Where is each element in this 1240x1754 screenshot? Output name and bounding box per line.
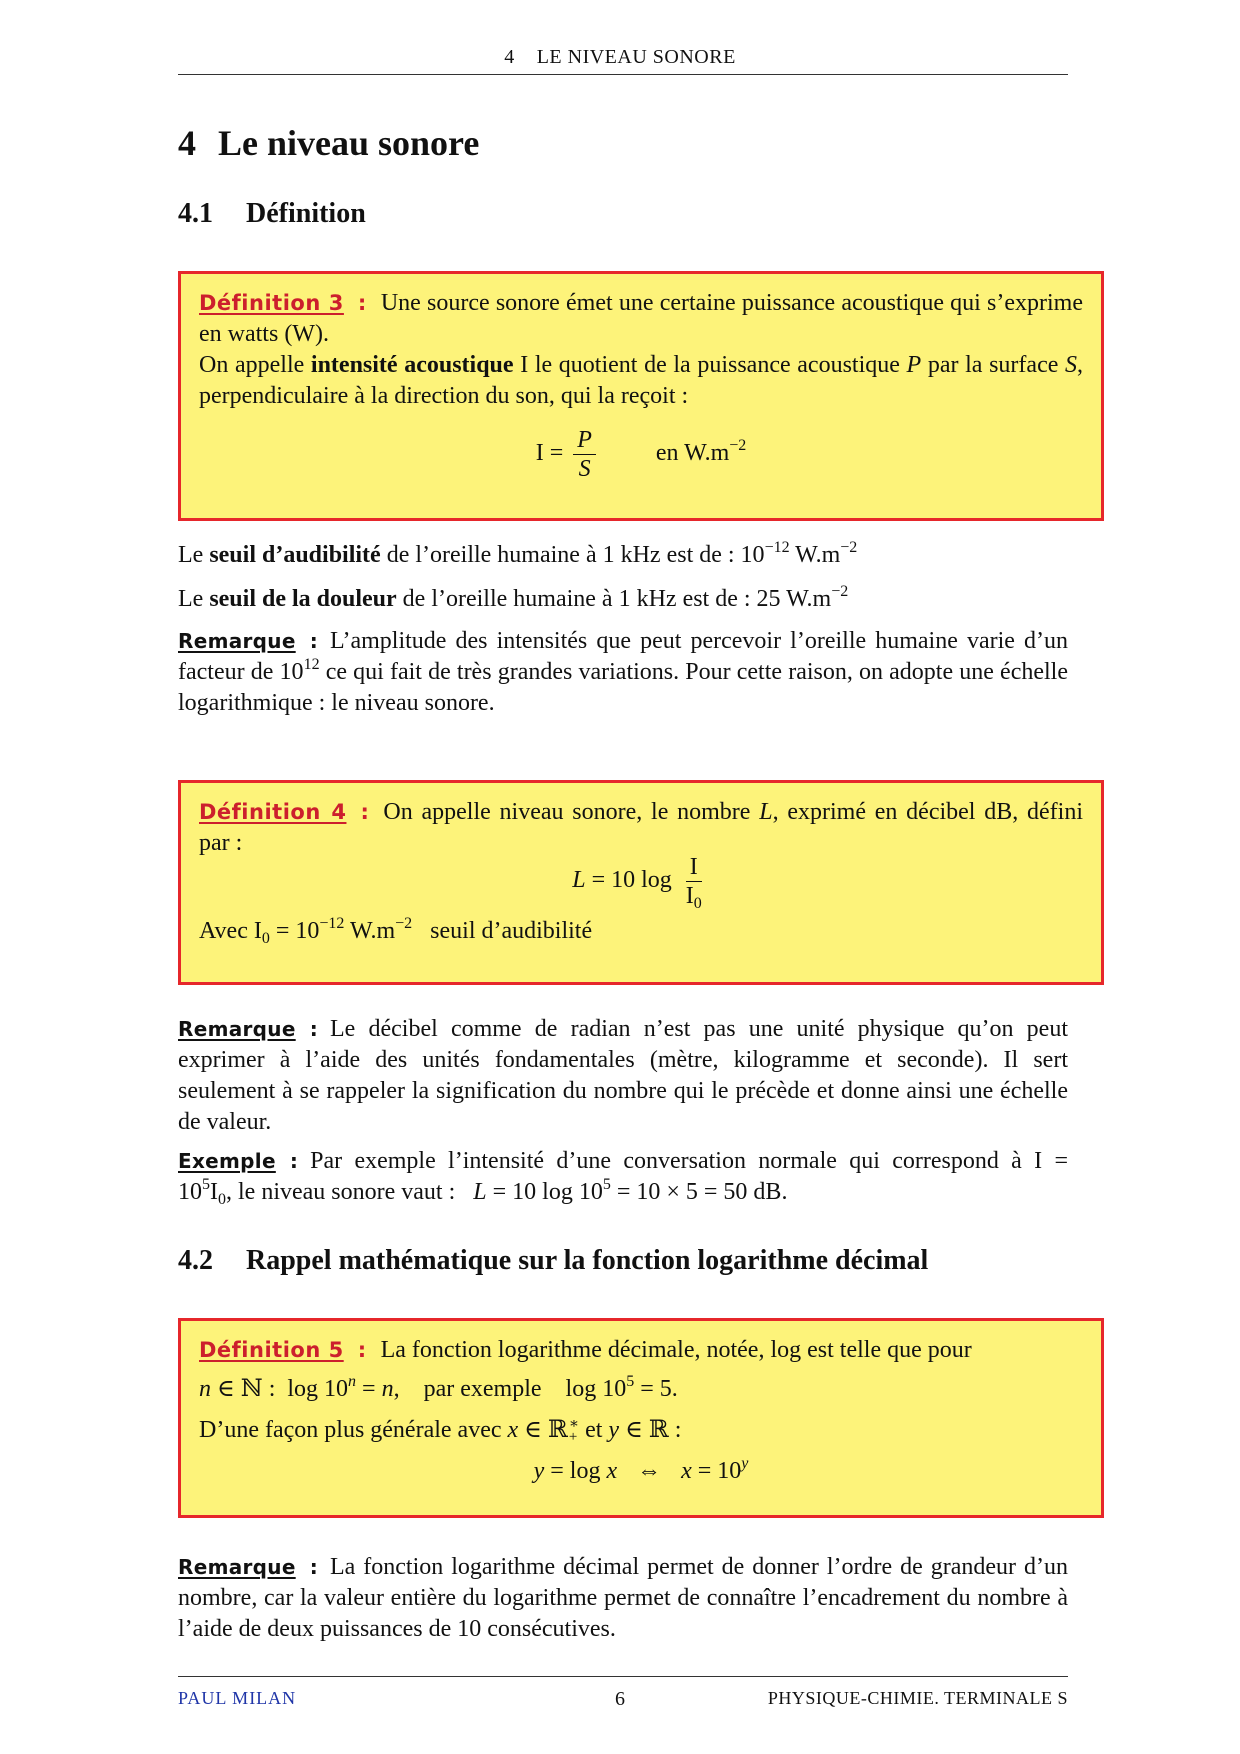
definition-5-line2: n ∈ ℕ : $\log 10^n = n$, par exemple $\log 10^5 = 5$. [199, 1373, 678, 1402]
header-rule [178, 74, 1068, 75]
definition-3-line1: Une source sonore émet une certaine puissance acoustique qui s’exprime en watts (W). [199, 290, 1084, 347]
definition-4-tag: Définition 4 : [199, 800, 370, 824]
footer-author: PAUL MILAN [178, 1688, 297, 1708]
seuil-douleur-line: Le seuil de la douleur de l’oreille humaine à 1 kHz est de : 25 $W.m^{-2}$ [178, 583, 849, 612]
section-title-text: Le niveau sonore [218, 123, 480, 163]
header-title: LE NIVEAU SONORE [536, 46, 736, 68]
subsection-2-number: 4.2 [178, 1245, 213, 1276]
definition-4-text: Définition 4 : On appelle niveau sonore, le nombre L, exprimé en décibel dB, défini par : [199, 799, 1083, 856]
footer-page-number: 6 [615, 1688, 625, 1710]
sound-level-formula: L = 10 log $\frac{I}{I_0}$ [572, 854, 702, 912]
subsection-title-definition [178, 198, 366, 230]
seuil-audibilite-line: Le seuil d’audibilité de l’oreille humaine à 1 kHz est de : $10^{-12}$ $W.m^{-2}$ [178, 539, 858, 568]
remarque-2-tag: Remarque : [178, 1017, 318, 1041]
definition-5-text: Définition 5 : La fonction logarithme décimale, notée, log est telle que pour [199, 1337, 972, 1363]
running-header [0, 46, 1240, 69]
log-equivalence-formula: y = log x ⇔ $x = 10^y$ [533, 1455, 749, 1484]
definition-3-text [199, 288, 1083, 350]
header-number: 4 [504, 46, 515, 68]
subsection-title-text: Définition [246, 198, 366, 229]
subsection-title-rappel [178, 1245, 928, 1277]
reference-intensity-line: Avec $I_0 = 10^{-12}$ $W.m^{-2}$ seuil d’audibilité [199, 915, 593, 947]
footer-course: PHYSIQUE-CHIMIE. TERMINALE S [767, 1688, 1068, 1708]
definition-3-intensity-text: On appelle intensité acoustique I le quotient de la puissance acoustique P par la surface S, perpendiculaire à la direction du son, qui la reçoit : [199, 352, 1084, 409]
remarque-1-tag: Remarque : [178, 629, 318, 653]
subsection-number: 4.1 [178, 198, 213, 229]
definition-5-tag: Définition 5 : [199, 1338, 367, 1362]
section-title [178, 122, 479, 164]
definition-4-box [178, 780, 1104, 985]
intensity-formula: I = $\frac{P}{S}$ en $W.m^{-2}$ [535, 427, 747, 482]
remarque-1: Remarque : L’amplitude des intensités que peut percevoir l’oreille humaine varie d’un facteur de $10^{12}$ ce qui fait de très grandes variations. Pour cette raison, on adopte une échelle logarithmique : le niveau sonore. [178, 628, 1069, 716]
definition-3-tag: Définition 3 : [199, 291, 367, 315]
exemple-tag: Exemple : [178, 1149, 299, 1173]
definition-3-box [178, 271, 1104, 521]
subsection-2-title-text: Rappel mathématique sur la fonction logarithme décimal [246, 1245, 929, 1276]
remarque-3: Remarque : La fonction logarithme décimal permet de donner l’ordre de grandeur d’un nombre, car la valeur entière du logarithme permet de connaître l’encadrement du nombre à l’aide de deux puissances de 10 consécutives. [178, 1554, 1068, 1642]
exemple: Exemple : Par exemple l’intensité d’une conversation normale qui correspond à $I = 10^5I_0$, le niveau sonore vaut : L = 10 $\log 10^5 = 10 \times 5 = 50$ dB. [178, 1148, 1068, 1208]
definition-5-line3: D’une façon plus générale avec x ∈ ℝ ∗ + et y ∈ ℝ : [199, 1416, 682, 1446]
footer-rule [178, 1676, 1068, 1677]
definition-5-box [178, 1318, 1104, 1518]
section-number: 4 [178, 123, 196, 163]
remarque-3-tag: Remarque : [178, 1555, 318, 1579]
remarque-2: Remarque : Le décibel comme de radian n’est pas une unité physique qu’on peut exprimer à l’aide des unités fondamentales (mètre, kilogramme et seconde). Il sert seulement à se rappeler la signification du nombre qui le précède et donne ainsi une échelle de valeur. [178, 1016, 1068, 1135]
